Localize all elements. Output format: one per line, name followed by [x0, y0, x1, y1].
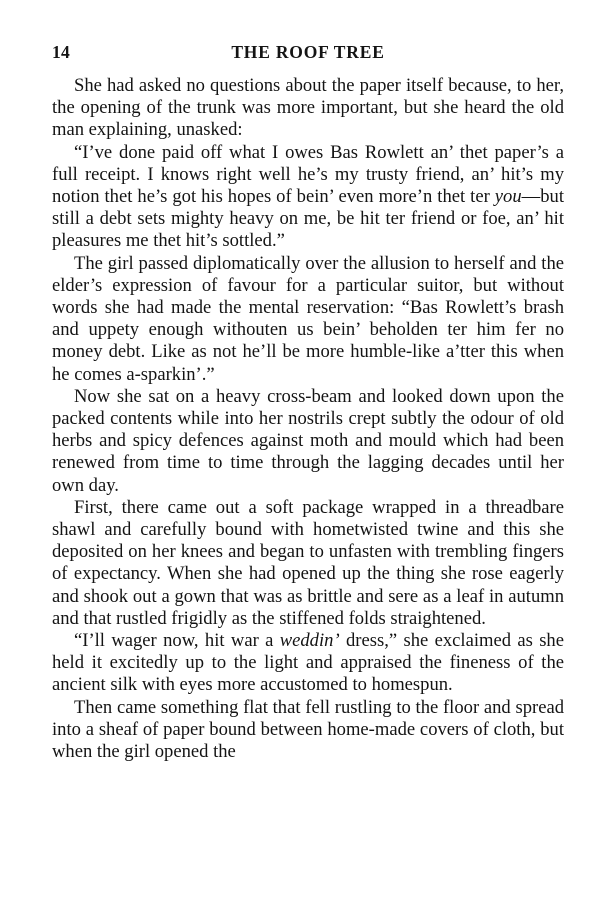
paragraph: She had asked no questions about the paper itself because, to her, the opening of the trunk was more important, but she heard the old man explaining, unasked: — [52, 75, 564, 141]
page-number: 14 — [52, 42, 71, 62]
body-text — [52, 75, 564, 763]
running-title: THE ROOF TREE — [231, 42, 385, 62]
book-page — [52, 40, 564, 763]
page-header — [52, 40, 564, 64]
italic-word: weddin’ — [279, 630, 340, 652]
italic-word: you — [494, 186, 522, 208]
paragraph: Then came something flat that fell rustling to the floor and spread into a sheaf of paper bound between home-made covers of cloth, but when the girl opened the — [52, 696, 564, 763]
paragraph-text: “I’ve done paid off what I owes Bas Rowlett an’ thet paper’s a full receipt. I knows right well he’s my trusty friend, an’ hit’s my notion thet he’s got his hopes of bein’ even more’n thet ter — [52, 141, 564, 208]
paragraph-text: “I’ll wager now, hit war a — [74, 630, 280, 652]
paragraph — [52, 142, 564, 253]
paragraph — [52, 630, 564, 697]
paragraph: Now she sat on a heavy cross-beam and looked down upon the packed contents while into her nostrils crept subtly the odour of old herbs and spicy defences against moth and mould which had been renewed from time to time through the lagging decades until her own day. — [52, 385, 564, 496]
paragraph-text: dress,” she exclaimed as she held it excitedly up to the light and appraised the fineness of the ancient silk with eyes more accustomed to homespun. — [52, 630, 564, 696]
paragraph: First, there came out a soft package wrapped in a threadbare shawl and carefully bound with hometwisted twine and this she deposited on her knees and began to unfasten with trembling fingers of expectancy. When she had opened up the thing she rose eagerly and shook out a gown that was as brittle and sere as a leaf in autumn and that rustled frigidly as the stiffened folds straightened. — [52, 496, 564, 629]
paragraph: The girl passed diplomatically over the allusion to herself and the elder’s expression of favour for a particular suitor, but without words she had made the mental reservation: “Bas Rowlett’s brash and uppety enough withouten us bein’ beholden ter him fer no money debt. Like as not he’ll be more humble-like a’tter this when he comes a-sparkin’.” — [52, 252, 564, 385]
paragraph-text: —but still a debt sets mighty heavy on me, be hit ter friend or foe, an’ hit pleasures me thet hit’s sottled.” — [52, 186, 564, 252]
